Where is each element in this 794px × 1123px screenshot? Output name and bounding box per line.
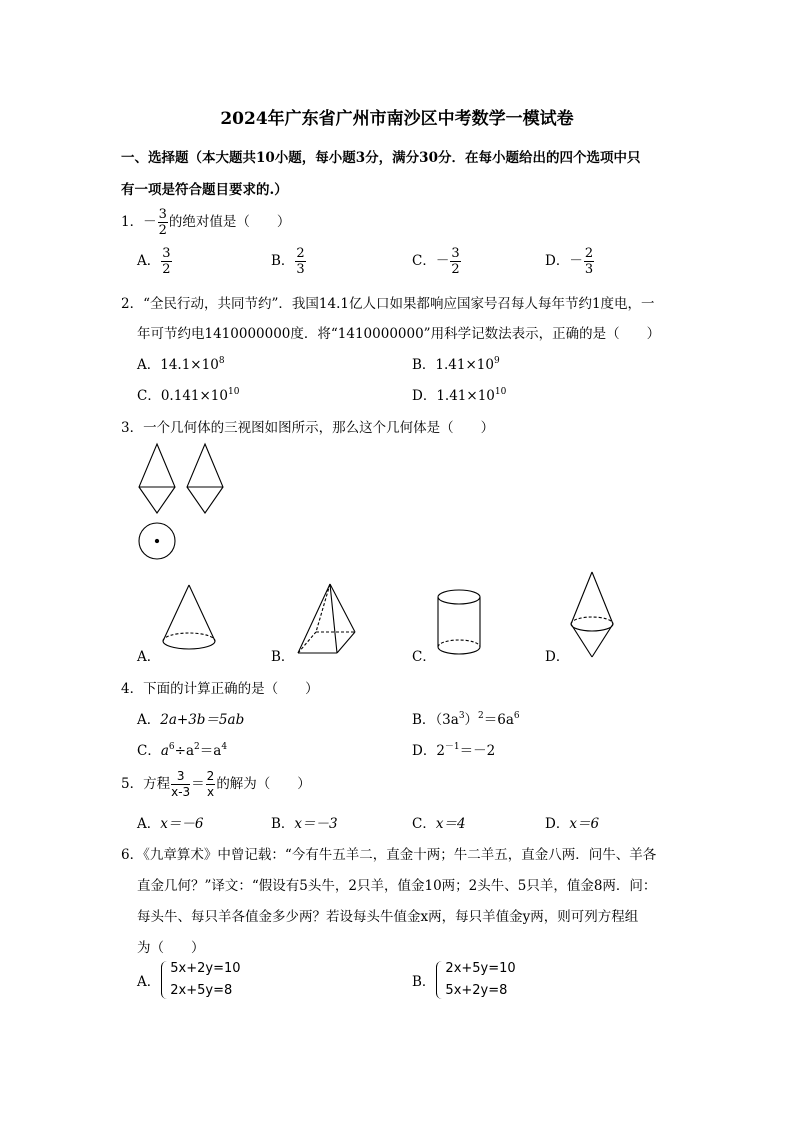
q4-option-c[interactable]: C．$a^6\div a^2=a^4$: [137, 742, 228, 759]
q2-stem-line1: 2．“全民行动，共同节约”．我国14.1亿人口如果都响应国家号召每人每年节约1度电，一: [121, 296, 655, 312]
option-a-cone: [163, 585, 215, 649]
q4-option-d[interactable]: D．$2^{-1}=-2$: [412, 742, 496, 759]
q1-fraction: $\frac{3}{2}$: [158, 207, 167, 238]
section-heading-line1: 一、选择题（本大题共10小题，每小题3分，满分30分．在每小题给出的四个选项中只: [121, 150, 641, 166]
option-c-cylinder: [438, 590, 480, 654]
q6-stem-line1: 6．《九章算术》中曾记载：“今有牛五羊二，直金十两；牛二羊五，直金八两．问牛、羊各: [121, 847, 657, 863]
q3-option-b-label[interactable]: B．: [271, 649, 295, 665]
q2-option-d[interactable]: D．$1.41\times 10^{10}$: [412, 387, 507, 404]
q3-stem: 3．一个几何体的三视图如图所示，那么这个几何体是（ ）: [121, 420, 495, 436]
q1-option-d[interactable]: D．－ $\frac{2}{3}$: [545, 246, 594, 277]
option-d-double-cone: [571, 572, 613, 657]
top-view-circle: [139, 523, 175, 559]
q5-option-c[interactable]: C．x＝4: [412, 816, 466, 832]
q5-option-b[interactable]: B．x＝－3: [271, 816, 338, 832]
q5-option-a[interactable]: A．x＝－6: [137, 816, 204, 832]
q1-stem-tail: 的绝对值是（ ）: [168, 214, 291, 230]
equation-system-b: 2x+5y=10 5x+2y=8: [435, 958, 515, 1002]
question-5: 5．方程 $\frac{3}{x-3}$ ＝ $\frac{2}{x}$ 的解为（ ）: [121, 769, 311, 799]
q1-option-a[interactable]: A． $\frac{3}{2}$: [137, 246, 171, 277]
q3-option-c-label[interactable]: C．: [412, 649, 436, 665]
q6-option-a[interactable]: A． 5x+2y=10 2x+5y=8: [137, 958, 241, 1002]
q6-stem-line4: 为（ ）: [137, 940, 205, 956]
q2-option-c[interactable]: C．$0.141\times 10^{10}$: [137, 387, 240, 404]
q3-option-a-label[interactable]: A．: [137, 649, 161, 665]
q1-minus: －: [143, 214, 157, 230]
q6-option-b[interactable]: B． 2x+5y=10 5x+2y=8: [412, 958, 516, 1002]
option-b-pyramid: [298, 584, 355, 653]
q1-option-c[interactable]: C．－ $\frac{3}{2}$: [412, 246, 460, 277]
q4-stem: 4．下面的计算正确的是（ ）: [121, 681, 319, 697]
page-title: 2024年广东省广州市南沙区中考数学一模试卷: [220, 109, 574, 129]
q2-option-a[interactable]: A．$14.1\times 10^8$: [137, 356, 225, 373]
side-view-diamond: [187, 444, 223, 513]
front-view-diamond: [139, 444, 175, 513]
q6-stem-line2: 直金几何？”译文：“假设有5头牛，2只羊，值金10两；2头牛、5只羊，值金8两．问：: [137, 878, 657, 894]
section-heading-line2: 有一项是符合题目要求的.）: [121, 182, 288, 198]
q4-option-b[interactable]: B．$(3a^3)^2=6a^6$: [412, 711, 520, 728]
equation-system-a: 5x+2y=10 2x+5y=8: [160, 958, 240, 1002]
q3-option-d-label[interactable]: D．: [545, 649, 570, 665]
q4-option-a[interactable]: A．2a+3b＝5ab: [137, 712, 245, 728]
q5-option-d[interactable]: D．x＝6: [545, 816, 600, 832]
q2-stem-line2: 年可节约电1410000000度．将“1410000000”用科学记数法表示，正确的是（ ）: [137, 326, 661, 342]
q6-stem-line3: 每头牛、每只羊各值金多少两？若设每头牛值金x两，每只羊值金y两，则可列方程组: [137, 909, 639, 925]
q1-number: 1．: [121, 214, 144, 230]
q2-option-b[interactable]: B．$1.41\times 10^9$: [412, 356, 500, 373]
q1-option-b[interactable]: B． $\frac{2}{3}$: [271, 246, 305, 277]
